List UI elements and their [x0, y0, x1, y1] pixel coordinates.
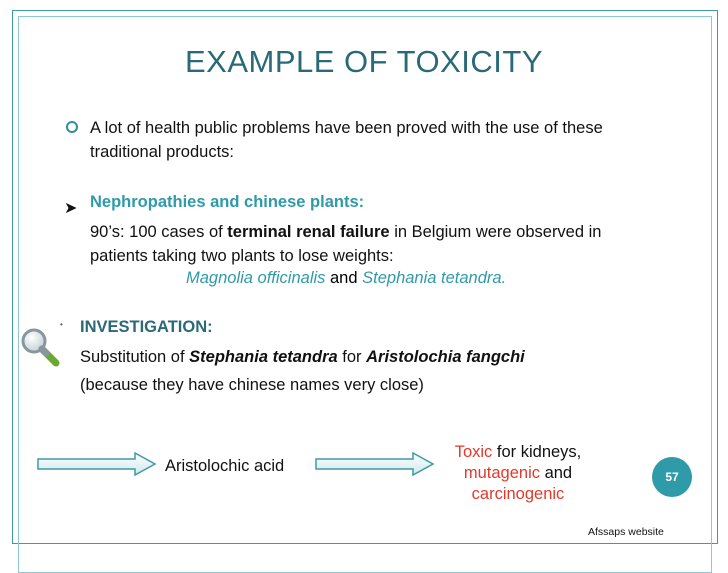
- and-word: and: [540, 464, 573, 482]
- for-kidneys: for kidneys,: [492, 443, 582, 461]
- mutagenic-word: mutagenic: [463, 464, 540, 482]
- plant-stephania: Stephania tetandra.: [362, 269, 507, 287]
- cases-paragraph: [90, 220, 650, 268]
- toxic-effects: [438, 442, 598, 505]
- page-number-badge: 57: [652, 457, 692, 497]
- nephropathies-heading: Nephropathies and chinese plants:: [90, 193, 365, 211]
- plants-and: and: [330, 269, 358, 287]
- carcinogenic-word: carcinogenic: [471, 485, 565, 503]
- arrow-bullet-icon: ➤: [64, 200, 78, 217]
- substitution-line: [80, 348, 525, 367]
- substitution-note: (because they have chinese names very close): [80, 376, 424, 394]
- investigation-heading: INVESTIGATION:: [80, 318, 213, 336]
- slide-title: EXAMPLE OF TOXICITY: [184, 44, 544, 79]
- plants-line: [186, 269, 506, 288]
- substitution-pre: Substitution of: [80, 348, 190, 366]
- right-arrow-icon: [315, 451, 435, 477]
- intro-paragraph: A lot of health public problems have been proved with the use of these traditional products:: [90, 119, 603, 161]
- cases-text-pre: 90’s: 100 cases of: [90, 223, 228, 241]
- substituted-plant: Stephania tetandra: [189, 348, 338, 366]
- circle-bullet-icon: [66, 121, 78, 133]
- slide-frame-inner: [18, 16, 712, 573]
- small-dot: •: [60, 320, 63, 329]
- right-arrow-icon: [37, 451, 157, 477]
- toxic-word: Toxic: [454, 443, 493, 461]
- plant-magnolia: Magnolia officinalis: [186, 269, 326, 287]
- cases-text-post: in Belgium were observed in patients taking two plants to lose weights:: [90, 223, 602, 265]
- source-note: Afssaps website: [588, 526, 664, 538]
- substitution-for: for: [337, 348, 367, 366]
- aristolochic-acid-label: Aristolochic acid: [165, 457, 285, 475]
- cases-emphasis: terminal renal failure: [227, 223, 390, 241]
- substitute-plant: Aristolochia fangchi: [366, 348, 525, 366]
- magnifier-icon: [18, 325, 62, 369]
